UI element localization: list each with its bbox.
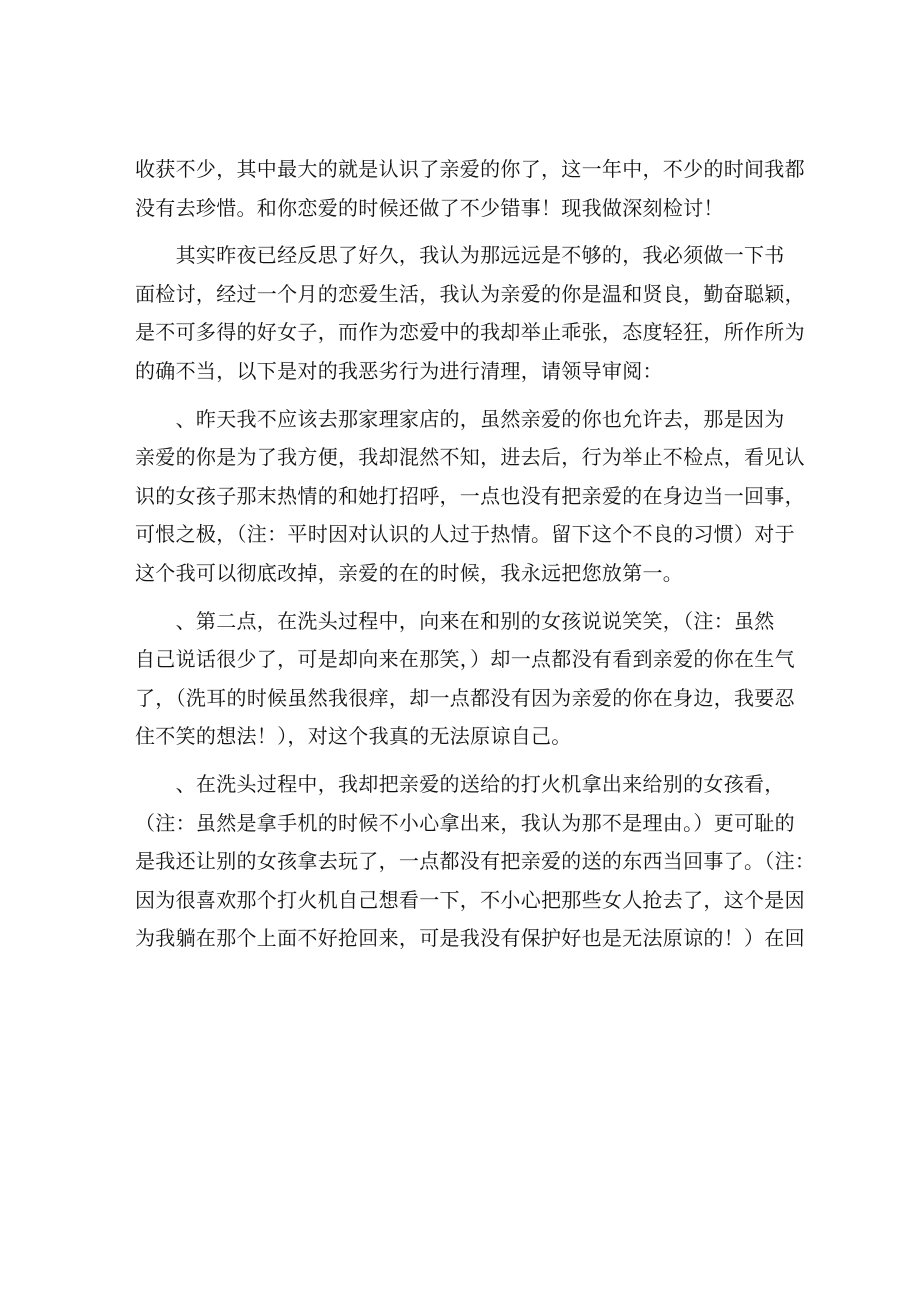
text-line: 住不笑的想法！），对这个我真的无法原谅自己。 bbox=[135, 724, 572, 749]
paragraph-2 bbox=[135, 236, 805, 390]
paragraph-3 bbox=[135, 400, 805, 593]
text-line: 、昨天我不应该去那家理家店的，虽然亲爱的你也允许去，那是因为 bbox=[135, 406, 785, 431]
text-line: 是我还让别的女孩拿去玩了，一点都没有把亲爱的送的东西当回事了。（注： bbox=[135, 849, 816, 874]
text-line: 的确不当，以下是对的我恶劣行为进行清理，请领导审阅： bbox=[135, 358, 663, 383]
paragraph-1 bbox=[135, 150, 805, 227]
document-body bbox=[135, 150, 816, 958]
text-line: 可恨之极，（注：平时因对认识的人过于热情。留下这个不良的习惯）对于 bbox=[135, 522, 795, 547]
text-line: 、在洗头过程中，我却把亲爱的送给的打火机拿出来给别的女孩看， bbox=[135, 771, 785, 796]
text-line: 自己说话很少了，可是却向来在那笑，）却一点都没有看到亲爱的你在生气 bbox=[135, 647, 795, 672]
text-line: 这个我可以彻底改掉，亲爱的在的时候，我永远把您放第一。 bbox=[135, 560, 684, 585]
text-line: 没有去珍惜。和你恋爱的时候还做了不少错事！现我做深刻检讨！ bbox=[135, 195, 724, 220]
paragraph-5 bbox=[135, 765, 816, 958]
text-line: 亲爱的你是为了我方便，我却混然不知，进去后，行为举止不检点，看见认 bbox=[135, 445, 805, 470]
text-line: 是不可多得的好女子，而作为恋爱中的我却举止乖张，态度轻狂，所作所为 bbox=[135, 320, 805, 345]
text-line: （注：虽然是拿手机的时候不小心拿出来，我认为那不是理由。）更可耻的 bbox=[135, 810, 795, 835]
text-line: 了，（洗耳的时候虽然我很痒，却一点都没有因为亲爱的你在身边，我要忍 bbox=[135, 685, 795, 710]
text-line: 识的女孩子那末热情的和她打招呼，一点也没有把亲爱的在身边当一回事， bbox=[135, 483, 805, 508]
text-line: 因为很喜欢那个打火机自己想看一下，不小心把那些女人抢去了，这个是因 bbox=[135, 887, 805, 912]
text-line: 为我躺在那个上面不好抢回来，可是我没有保护好也是无法原谅的！）在回 bbox=[135, 926, 805, 951]
text-line: 收获不少，其中最大的就是认识了亲爱的你了，这一年中，不少的时间我都 bbox=[135, 157, 805, 181]
text-line: 、第二点，在洗头过程中，向来在和别的女孩说说笑笑，（注：虽然 bbox=[135, 608, 775, 633]
paragraph-4 bbox=[135, 602, 795, 756]
text-line: 面检讨，经过一个月的恋爱生活，我认为亲爱的你是温和贤良，勤奋聪颖， bbox=[135, 281, 805, 306]
text-line: 其实昨夜已经反思了好久，我认为那远远是不够的，我必须做一下书 bbox=[135, 243, 785, 268]
